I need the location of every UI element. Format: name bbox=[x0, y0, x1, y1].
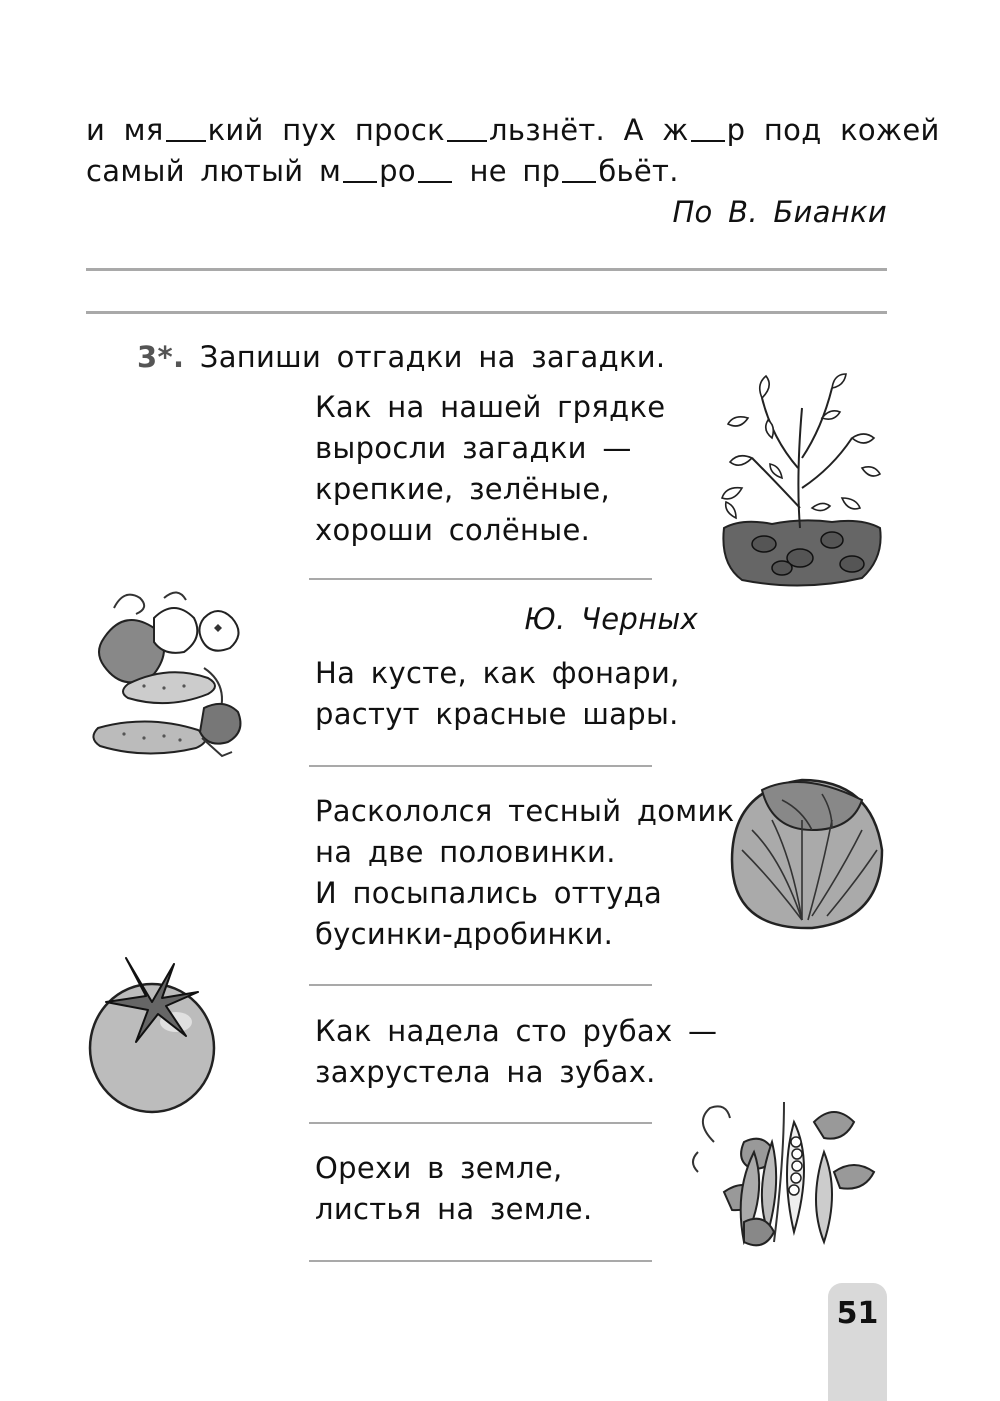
answer-line bbox=[309, 984, 652, 986]
riddle-line: выросли загадки — bbox=[315, 431, 632, 465]
riddle-line: листья на земле. bbox=[315, 1192, 593, 1226]
answer-line bbox=[309, 1260, 652, 1262]
text-fragment: и мя bbox=[86, 113, 164, 147]
riddle-author: Ю. Черных bbox=[524, 602, 698, 636]
riddle-line: Раскололся тесный домик bbox=[315, 794, 735, 828]
answer-line bbox=[309, 1122, 652, 1124]
text-line-2 bbox=[86, 151, 679, 191]
blank-gap bbox=[447, 114, 487, 142]
riddle-line: на две половинки. bbox=[315, 835, 616, 869]
task-instruction: Запиши отгадки на загадки. bbox=[199, 340, 666, 374]
riddle-line: хороши солёные. bbox=[315, 513, 591, 547]
text-fragment: кий пух проск bbox=[207, 113, 445, 147]
cucumber-icon bbox=[84, 588, 254, 770]
riddle-line: Как на нашей грядке bbox=[315, 390, 666, 424]
riddle-line: Орехи в земле, bbox=[315, 1151, 563, 1185]
answer-line bbox=[309, 765, 652, 767]
text-fragment: бьёт. bbox=[598, 154, 679, 188]
attribution: По В. Бианки bbox=[672, 195, 887, 229]
text-fragment: самый лютый м bbox=[86, 154, 342, 188]
text-fragment: р под кожей bbox=[726, 113, 940, 147]
answer-line bbox=[86, 311, 887, 314]
text-fragment: не пр bbox=[469, 154, 561, 188]
riddle-line: растут красные шары. bbox=[315, 697, 679, 731]
riddle-line: Как надела сто рубах — bbox=[315, 1014, 718, 1048]
riddle-line: На кусте, как фонари, bbox=[315, 656, 680, 690]
text-fragment: льзнёт. А ж bbox=[489, 113, 689, 147]
pea-pods-icon bbox=[684, 1082, 888, 1254]
blank-gap bbox=[343, 155, 377, 183]
blank-gap bbox=[166, 114, 206, 142]
page-number: 51 bbox=[836, 1296, 879, 1331]
riddle-line: И посыпались оттуда bbox=[315, 876, 663, 910]
blank-gap bbox=[418, 155, 452, 183]
riddle-line: захрустела на зубах. bbox=[315, 1055, 656, 1089]
text-line-1 bbox=[86, 110, 940, 150]
answer-line bbox=[309, 578, 652, 580]
riddle-line: крепкие, зелёные, bbox=[315, 472, 611, 506]
task-number: 3*. bbox=[137, 340, 185, 374]
blank-gap bbox=[691, 114, 725, 142]
cabbage-icon bbox=[722, 770, 888, 932]
answer-line bbox=[86, 268, 887, 271]
potato-plant-icon bbox=[712, 368, 888, 592]
task-heading bbox=[137, 337, 665, 377]
riddle-line: бусинки-дробинки. bbox=[315, 917, 614, 951]
text-fragment: ро bbox=[379, 154, 416, 188]
blank-gap bbox=[562, 155, 596, 183]
tomato-icon bbox=[86, 952, 218, 1116]
